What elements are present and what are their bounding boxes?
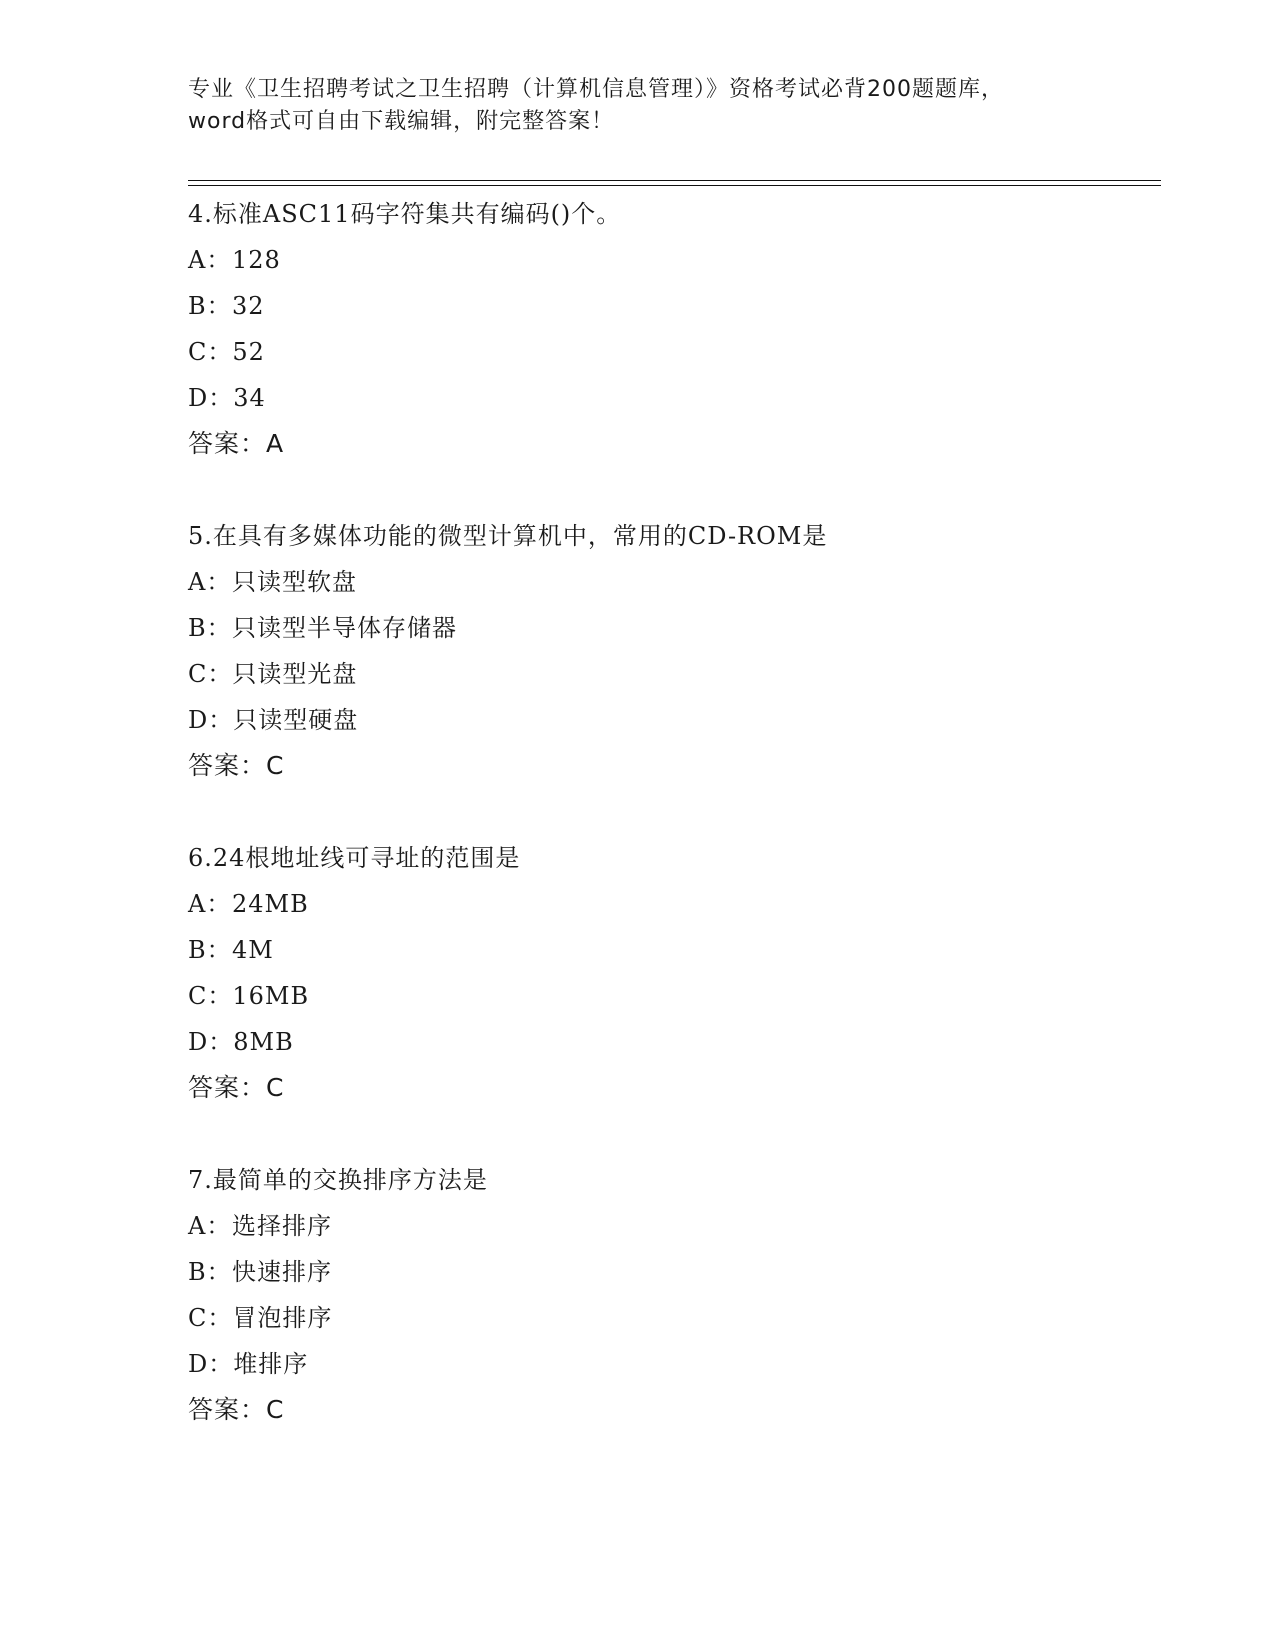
option-a	[188, 881, 1148, 927]
option-b	[188, 927, 1148, 973]
question-title: 4.标准ASC11码字符集共有编码()个。	[188, 200, 622, 228]
option-text: 堆排序	[233, 1350, 309, 1378]
option-d	[188, 697, 1148, 743]
option-letter: C：	[188, 660, 233, 688]
option-a	[188, 1203, 1148, 1249]
question-title: 7.最简单的交换排序方法是	[188, 1166, 488, 1194]
option-c	[188, 651, 1148, 697]
option-text: 冒泡排序	[232, 1304, 333, 1332]
answer-line: 答案：A	[188, 429, 285, 458]
answer-line: 答案：C	[188, 751, 285, 780]
header-line-2: word格式可自由下载编辑，附完整答案！	[188, 109, 615, 134]
option-letter: A：	[188, 568, 232, 596]
option-letter: D：	[188, 706, 234, 734]
option-letter: A：	[188, 1212, 232, 1240]
option-text: 34	[233, 384, 266, 412]
option-letter: A：	[188, 890, 232, 918]
option-letter: C：	[188, 982, 233, 1010]
option-c	[188, 1295, 1148, 1341]
option-letter: B：	[188, 1258, 232, 1286]
question-7	[188, 1157, 1148, 1433]
option-text: 16MB	[232, 982, 310, 1010]
option-c	[188, 973, 1148, 1019]
option-a	[188, 559, 1148, 605]
option-a	[188, 237, 1148, 283]
option-d	[188, 1341, 1148, 1387]
option-text: 只读型硬盘	[233, 706, 359, 734]
option-text: 8MB	[233, 1028, 294, 1056]
option-letter: D：	[188, 384, 234, 412]
option-b	[188, 605, 1148, 651]
option-text: 快速排序	[232, 1258, 332, 1286]
option-text: 32	[232, 292, 265, 320]
option-letter: D：	[188, 1028, 234, 1056]
option-text: 选择排序	[232, 1212, 332, 1240]
header-line-1: 专业《卫生招聘考试之卫生招聘（计算机信息管理）》资格考试必背200题题库，	[188, 77, 1004, 102]
question-4	[188, 191, 1148, 467]
option-letter: C：	[188, 338, 233, 366]
option-text: 只读型光盘	[232, 660, 358, 688]
answer-line: 答案：C	[188, 1073, 285, 1102]
option-b	[188, 1249, 1148, 1295]
question-title: 6.24根地址线可寻址的范围是	[188, 844, 521, 872]
option-d	[188, 375, 1148, 421]
header-divider-bottom	[188, 185, 1161, 186]
document-header	[188, 74, 1088, 138]
option-text: 52	[232, 338, 265, 366]
option-text: 只读型半导体存储器	[232, 614, 457, 642]
option-text: 24MB	[232, 890, 309, 918]
option-text: 只读型软盘	[232, 568, 357, 596]
option-letter: B：	[188, 614, 232, 642]
question-6	[188, 835, 1148, 1111]
option-text: 128	[232, 246, 281, 274]
option-b	[188, 283, 1148, 329]
answer-line: 答案：C	[188, 1395, 285, 1424]
question-5	[188, 513, 1148, 789]
question-title: 5.在具有多媒体功能的微型计算机中，常用的CD-ROM是	[188, 522, 828, 550]
header-divider-top	[188, 180, 1161, 181]
option-letter: B：	[188, 936, 232, 964]
option-d	[188, 1019, 1148, 1065]
option-c	[188, 329, 1148, 375]
option-letter: C：	[188, 1304, 233, 1332]
option-text: 4M	[232, 936, 274, 964]
question-list	[188, 191, 1148, 1433]
option-letter: A：	[188, 246, 232, 274]
option-letter: B：	[188, 292, 232, 320]
option-letter: D：	[188, 1350, 234, 1378]
